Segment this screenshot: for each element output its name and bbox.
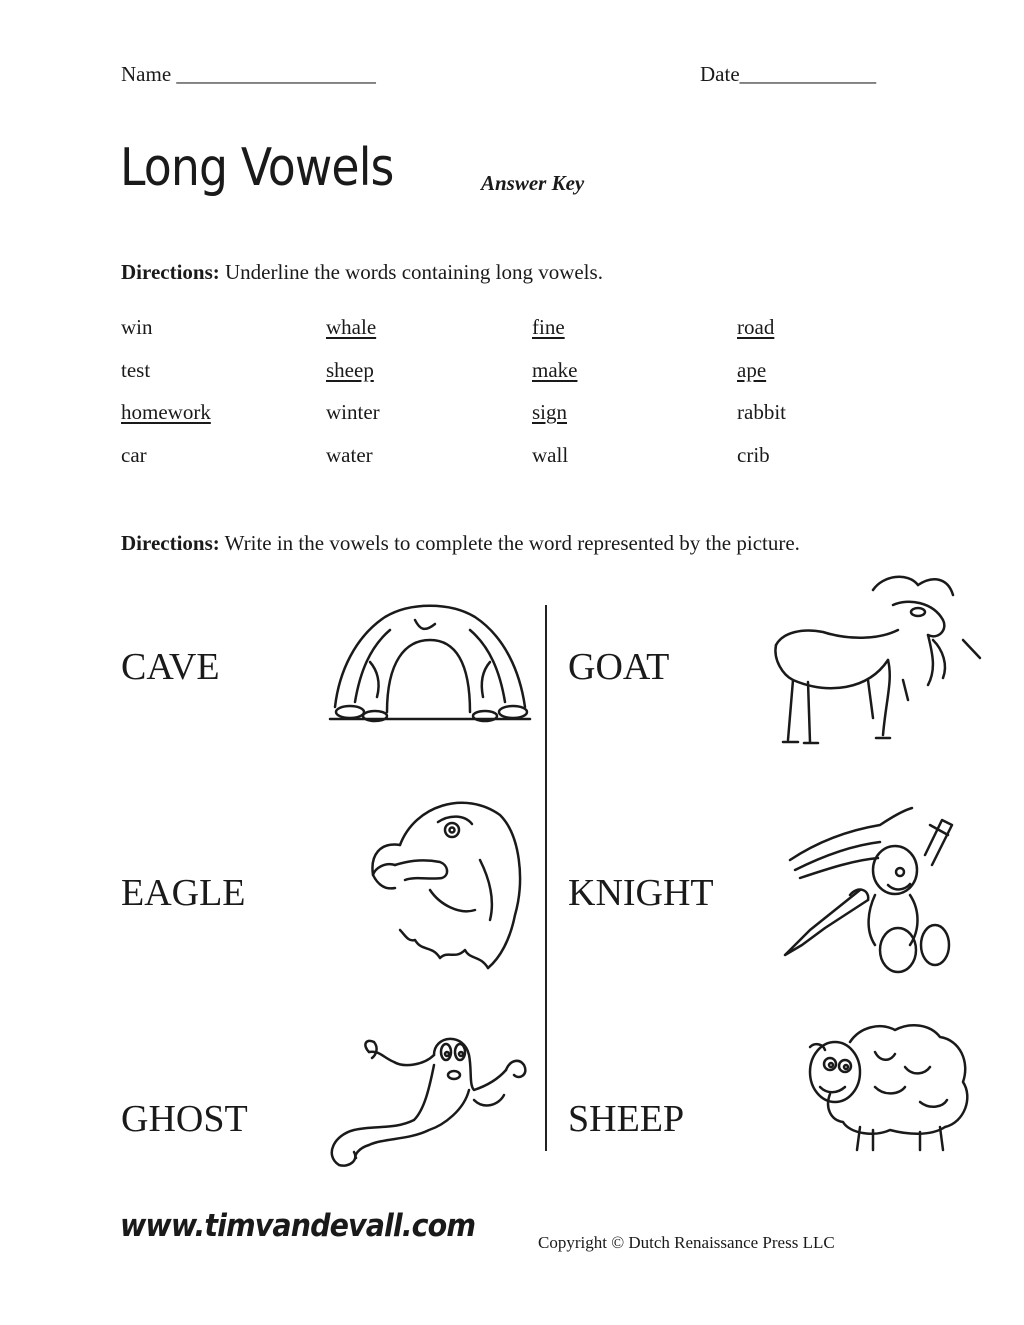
word-cell: fine — [532, 315, 565, 339]
directions-vowels — [121, 529, 891, 558]
directions-label: Directions: — [121, 531, 220, 555]
ghost-icon — [324, 1030, 534, 1170]
word-cell: whale — [326, 315, 377, 339]
word-cell: water — [326, 443, 373, 467]
name-field-label: Name ___________________ — [121, 62, 376, 86]
word-sheep: SHEEP — [568, 1098, 685, 1140]
knight-icon — [780, 800, 960, 980]
eagle-icon — [370, 790, 530, 970]
word-ghost: GHOST — [121, 1098, 248, 1140]
word-cell: ape — [737, 358, 767, 382]
word-cell: winter — [326, 400, 380, 424]
website-link[interactable]: www.timvandevall.com — [120, 1208, 476, 1244]
answer-key-label: Answer Key — [481, 171, 585, 195]
word-cell: test — [121, 358, 151, 382]
word-knight: KNIGHT — [568, 872, 714, 914]
word-cell: crib — [737, 443, 770, 467]
directions-text: Underline the words containing long vowels. — [219, 260, 603, 284]
word-cave: CAVE — [121, 646, 220, 688]
word-cell: sheep — [326, 358, 374, 382]
word-cell: road — [737, 315, 775, 339]
word-cell: rabbit — [737, 400, 786, 424]
word-cell: sign — [532, 400, 568, 424]
column-divider — [545, 605, 547, 1151]
directions-label: Directions: — [121, 260, 220, 284]
word-goat: GOAT — [568, 646, 670, 688]
goat-icon — [768, 570, 983, 750]
word-cell: wall — [532, 443, 569, 467]
directions-underline — [121, 258, 891, 287]
sheep-icon — [805, 1022, 970, 1152]
date-field-label: Date_____________ — [700, 62, 877, 86]
copyright-text: Copyright © Dutch Renaissance Press LLC — [538, 1233, 835, 1252]
word-cell: car — [121, 443, 147, 467]
directions-text: Write in the vowels to complete the word represented by the picture. — [219, 531, 800, 555]
page-title: Long Vowels — [120, 138, 394, 198]
cave-icon — [325, 602, 535, 724]
word-cell: make — [532, 358, 578, 382]
word-cell: win — [121, 315, 153, 339]
word-cell: homework — [121, 400, 211, 424]
word-eagle: EAGLE — [121, 872, 246, 914]
